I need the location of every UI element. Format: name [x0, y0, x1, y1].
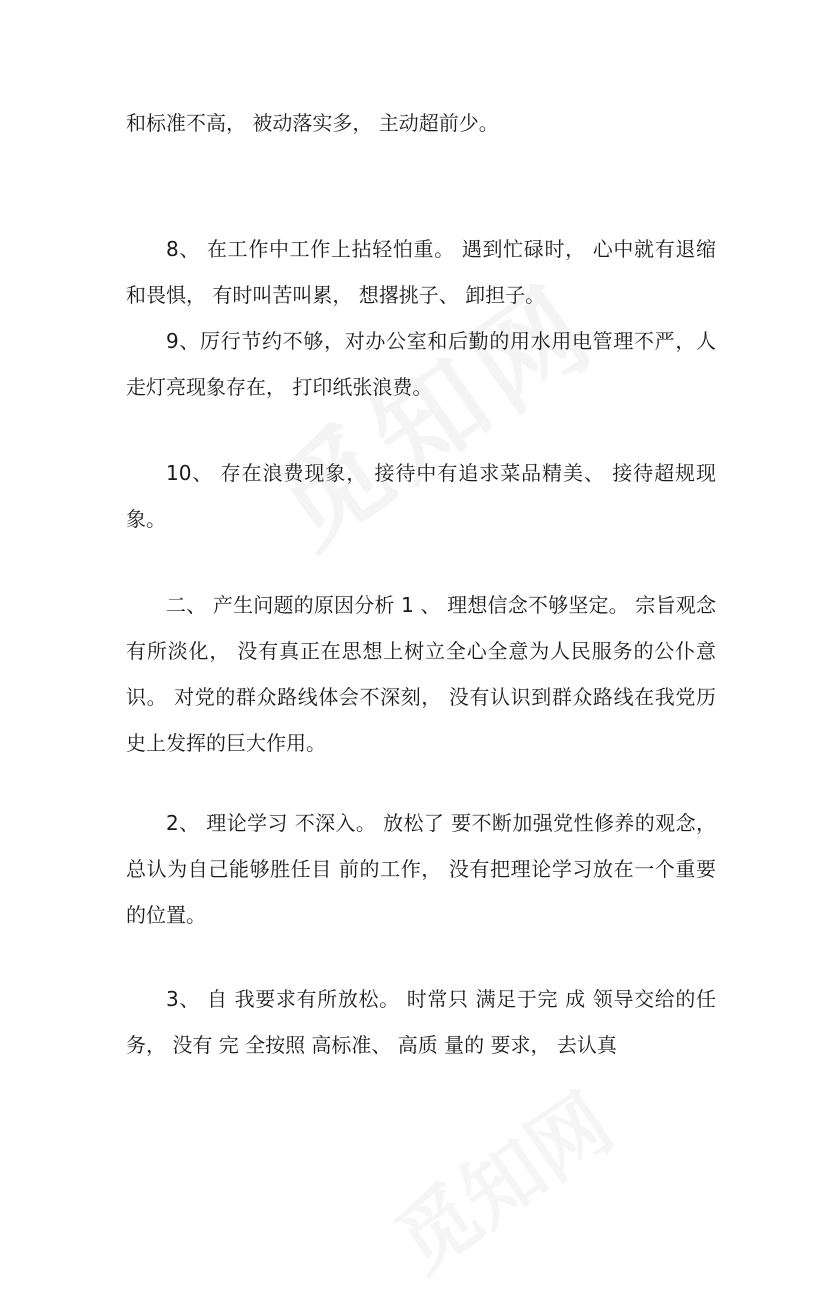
- paragraph-item-9: 9、厉行节约不够，对办公室和后勤的用水用电管理不严，人走灯亮现象存在， 打印纸张浪费。: [126, 329, 716, 399]
- paragraph-item-8: 8、 在工作中工作上拈轻怕重。 遇到忙碌时， 心中就有退缩和畏惧， 有时叫苦叫累， 想撂挑子、 卸担子。: [126, 237, 716, 307]
- paragraph-cause-2: 2、 理论学习 不深入。 放松了 要不断加强党性修养的观念，总认为自己能够胜任目 前的工作， 没有把理论学习放在一个重要的位置。: [126, 811, 716, 927]
- paragraph-cause-3: 3、 自 我要求有所放松。 时常只 满足于完 成 领导交给的任务， 没有 完 全按照 高标准、 高质 量的 要求， 去认真: [126, 987, 716, 1057]
- paragraph-section-2-cause-1: 二、 产生问题的原因分析 1 、 理想信念不够坚定。 宗旨观念有所淡化， 没有真正在思想上树立全心全意为人民服务的公仆意识。 对党的群众路线体会不深刻， 没有认识到群众路线在我党历史上发挥的巨大作用。: [126, 593, 716, 755]
- watermark-bottom: [369, 1062, 632, 1293]
- paragraph-continuation: 和标准不高， 被动落实多， 主动超前少。: [126, 111, 499, 135]
- paragraph-item-10: 10、 存在浪费现象， 接待中有追求菜品精美、 接待超规现象。: [126, 461, 716, 531]
